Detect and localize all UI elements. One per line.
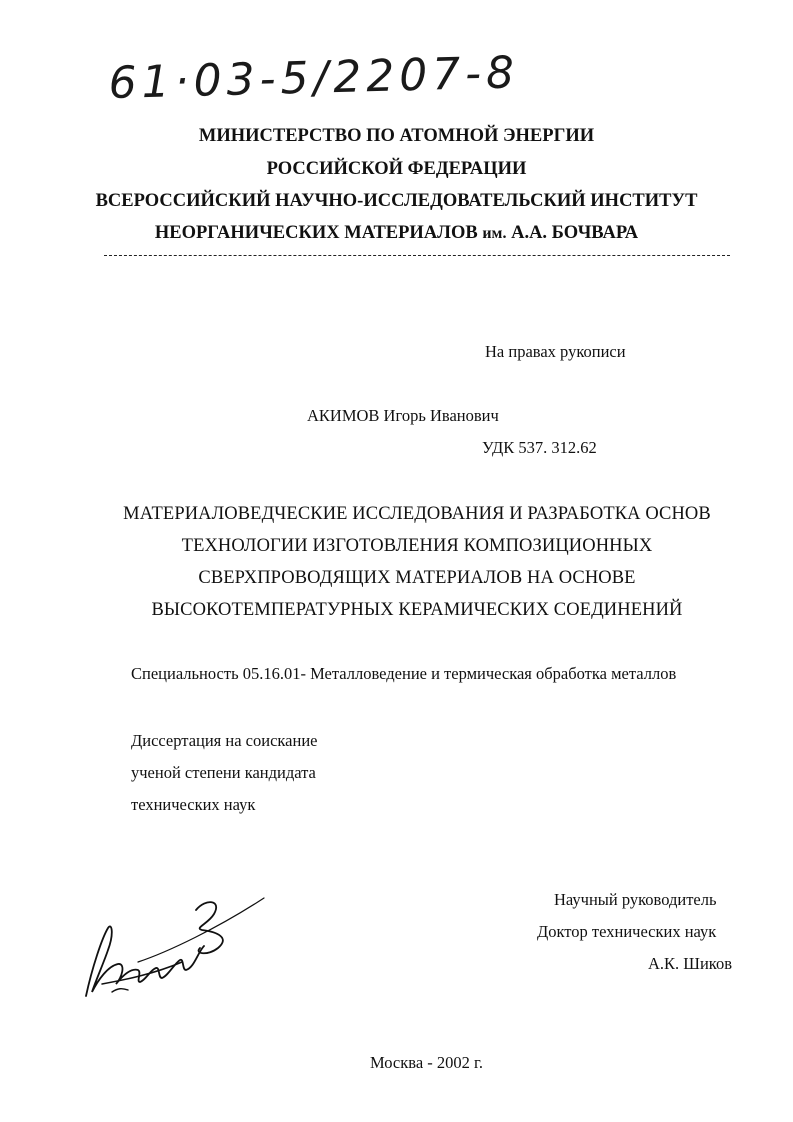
- supervisor-degree: Доктор технических наук: [537, 922, 717, 941]
- institute-line: ВСЕРОССИЙСКИЙ НАУЧНО-ИССЛЕДОВАТЕЛЬСКИЙ ИНСТИТУТ: [95, 191, 698, 211]
- federation-line: РОССИЙСКОЙ ФЕДЕРАЦИИ: [266, 159, 527, 179]
- supervisor-name: А.К. Шиков: [648, 954, 732, 973]
- institute-name-line: [0, 222, 793, 245]
- author-name: АКИМОВ Игорь Иванович: [307, 406, 499, 425]
- title-line-2: ТЕХНОЛОГИИ ИЗГОТОВЛЕНИЯ КОМПОЗИЦИОННЫХ: [181, 536, 653, 556]
- udc-code: УДК 537. 312.62: [482, 438, 597, 457]
- dissertation-line-1: Диссертация на соискание: [131, 731, 318, 750]
- institute-name-main: НЕОРГАНИЧЕСКИХ МАТЕРИАЛОВ: [154, 223, 478, 243]
- rights-note: На правах рукописи: [485, 342, 626, 361]
- title-line-4: ВЫСОКОТЕМПЕРАТУРНЫХ КЕРАМИЧЕСКИХ СОЕДИНЕНИЙ: [151, 600, 683, 620]
- dissertation-line-2: ученой степени кандидата: [131, 763, 316, 782]
- title-line-1: МАТЕРИАЛОВЕДЧЕСКИЕ ИССЛЕДОВАНИЯ И РАЗРАБОТКА ОСНОВ: [123, 504, 711, 524]
- specialty: Специальность 05.16.01- Металловедение и термическая обработка металлов: [131, 664, 677, 683]
- institute-name-end: А.А. БОЧВАРА: [511, 223, 639, 243]
- archive-number: 61·03-5/2207-8: [108, 47, 520, 109]
- institute-name-im: им.: [482, 225, 507, 242]
- city-year: Москва - 2002 г.: [370, 1053, 484, 1072]
- supervisor-role: Научный руководитель: [554, 890, 717, 909]
- signature: [78, 888, 268, 1008]
- title-line-3: СВЕРХПРОВОДЯЩИХ МАТЕРИАЛОВ НА ОСНОВЕ: [198, 568, 636, 588]
- ministry-line: МИНИСТЕРСТВО ПО АТОМНОЙ ЭНЕРГИИ: [198, 126, 595, 146]
- dissertation-line-3: технических наук: [131, 795, 256, 814]
- header-divider: [104, 255, 730, 256]
